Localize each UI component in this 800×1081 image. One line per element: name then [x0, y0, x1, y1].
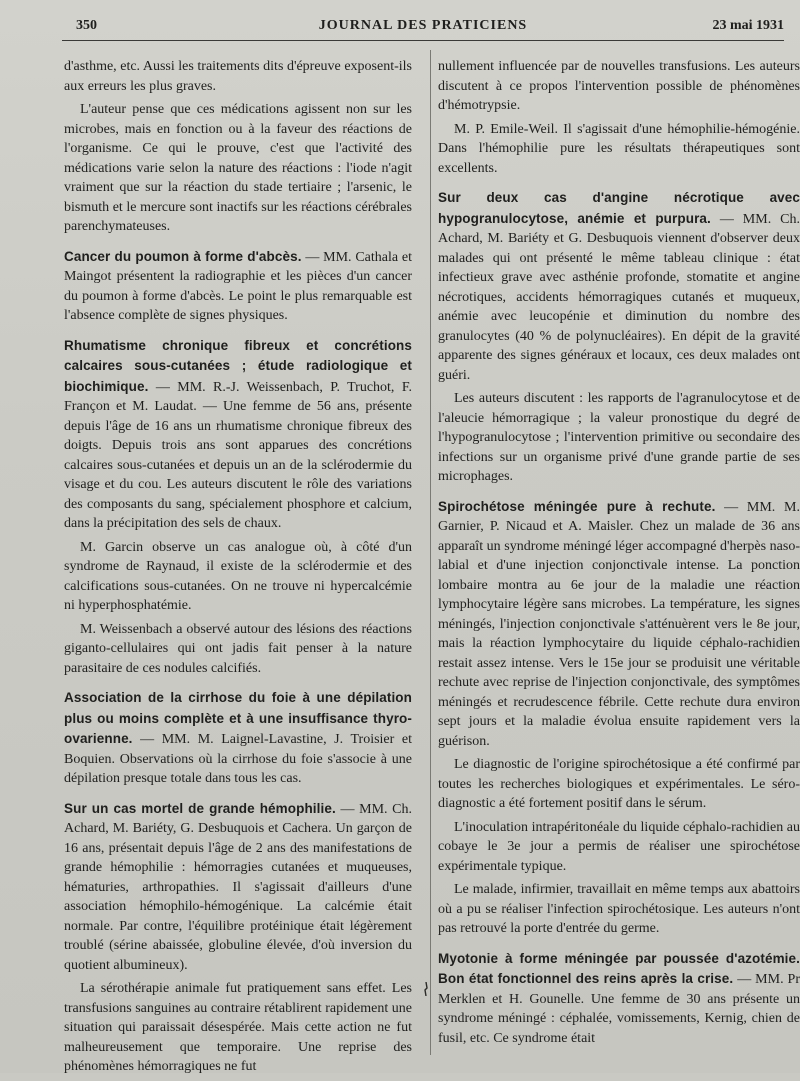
section-title: Myotonie à forme méningée par poussée d'azotémie. Bon état fonctionnel des reins après la crise.: [438, 950, 800, 986]
left-column: [64, 57, 412, 1081]
paragraph: d'asthme, etc. Aussi les traitements dits d'épreuve exposent-ils aux erreurs les plus graves.: [64, 59, 412, 94]
running-head: [62, 18, 784, 41]
section-title: Association de la cirrhose du foie à une dépilation plus ou moins complète et à une insuffisance thyro-ovarienne.: [64, 690, 412, 746]
paragraph: Les auteurs discutent : les rapports de l'agranulocytose et de l'aleucie hémorragique ; la valeur pronostique du degré de l'hypogranulocytose ; l'intervention primitive ou secondaire des infections sur un organisme privé d'une grande partie de ses microphages.: [438, 391, 800, 484]
right-column: [438, 57, 800, 1052]
section-title: Sur deux cas d'angine nécrotique avec hypogranulocytose, anémie et purpura.: [438, 190, 800, 226]
page-number: 350: [76, 18, 97, 33]
paragraph: M. Garcin observe un cas analogue où, à côté d'un syndrome de Raynaud, il existe de la sclérodermie et des calcifications sous-cutanées. On ne trouve ni hypercalcémie ni hyperphosphatémie.: [64, 539, 412, 613]
journal-title: JOURNAL DES PRATICIENS: [318, 18, 528, 33]
section-title: Sur un cas mortel de grande hémophilie.: [64, 800, 336, 816]
section-body: — MM. R.-J. Weissenbach, P. Truchot, F. Françon et M. Laudat. — Une femme de 56 ans, présente depuis l'âge de 16 ans un rhumatisme chronique fibreux des doigts. Depuis trois ans sont apparues des concrétions calcaires sous-cutanées et depuis un an de la sclérodermie du visage et du cou. Les auteurs discutent le rôle des variations des composants du sang, spécialement phosphore et calcium, dans la précipitation des sels de chaux.: [64, 379, 412, 531]
issue-date: 23 mai 1931: [712, 18, 784, 33]
section-title: Spirochétose méningée pure à rechute.: [438, 498, 716, 514]
section-body: — MM. M. Garnier, P. Nicaud et A. Maisler. Chez un malade de 36 ans apparaît un syndrome méningé léger accompagné d'herpès naso-labial et d'une injection conjonctivale intense. La ponction lombaire montra au 6e jour de la maladie une réaction lymphocytaire légère sans microbes. La température, les signes méningés, l'injection conjonctivale s'atténuèrent vers le 8e jour, mais la réaction lymphocytaire du liquide céphalo-rachidien restait assez intense. Vers le 15e jour se produisit une véritable rechute avec reprise de l'injection conjonctivale, des symptômes méningés et recrudescence fébrile. Cette rechute dura environ sept jours et la maladie évolua ensuite rapidement vers la guérison.: [438, 499, 800, 749]
paragraph: M. Weissenbach a observé autour des lésions des réactions giganto-cellulaires qui ont jadis fait penser à la nature parasitaire de ces nodules calcifiés.: [64, 621, 412, 676]
paragraph: La sérothérapie animale fut pratiquement sans effet. Les transfusions sanguines au contraire rétablirent rapidement une situation qui paraissait désespérée. Mais cette action ne fut malheureusement que temporaire. Une reprise des phénomènes hémorragiques ne fut: [64, 981, 412, 1074]
paragraph: M. P. Emile-Weil. Il s'agissait d'une hémophilie-hémogénie. Dans l'hémophilie pure les résultats thérapeutiques sont excellents.: [438, 121, 800, 176]
margin-mark-icon: [423, 982, 429, 996]
section-body: — MM. Cathala et Maingot présentent la radiographie et les pièces d'un cancer du poumon à forme d'abcès. Le point le plus remarquable est l'absence complète de signes physiques.: [64, 249, 412, 323]
section-body: — MM. Ch. Achard, M. Bariéty, G. Desbuquois et Cachera. Un garçon de 16 ans, présentait depuis l'âge de 2 ans des manifestations de grande hémophilie : hémorragies cutanées et muqueuses, hématuries, arthropathies. Il s'agissait d'ailleurs d'une association hémophilo-hémogénique. La calcémie était normale. Par contre, l'équilibre protéinique était légèrement troublé (sérine abaissée, globuline élevée, d'où inversion du quotient albumineux).: [64, 801, 412, 973]
section-body: — MM. Pr Merklen et H. Gounelle. Une femme de 30 ans présente un syndrome méningé : céphalée, vomissements, Kernig, chien de fusil, etc. Ce syndrome était: [438, 972, 800, 1046]
paragraph: nullement influencée par de nouvelles transfusions. Les auteurs discutent à ce propos l'intervention possible de phénomènes d'hémotrypsie.: [438, 59, 800, 113]
column-rule: [430, 50, 431, 1055]
paragraph: Le malade, infirmier, travaillait en même temps aux abattoirs où a pu se réaliser l'infection spirochétosique. Les auteurs n'ont pas retrouvé la porte d'entrée du germe.: [438, 882, 800, 936]
section-title: Cancer du poumon à forme d'abcès.: [64, 248, 302, 264]
paragraph: L'inoculation intrapéritonéale du liquide céphalo-rachidien au cobaye le 3e jour a permis de réaliser une spirochétose expérimentale typique.: [438, 819, 800, 874]
section-body: — MM. Ch. Achard, M. Bariéty et G. Desbuquois viennent d'observer deux malades qui ont présenté le même tableau clinique : état infectieux grave avec asthénie profonde, stomatite et angine nécrotiques, accidents hémorragiques cutanés et muqueux, anémie avec leucopénie et diminution du nombre des granulocytes (40 % de polynucléaires). En dépit de la gravité apparente des signes généraux et locaux, ces deux malades ont guéri.: [438, 211, 800, 383]
section-body: — MM. M. Laignel-Lavastine, J. Troisier et Boquien. Observations où la cirrhose du foie s'associe à une dépilation presque totale dans tous les cas.: [64, 732, 412, 786]
paragraph: L'auteur pense que ces médications agissent non sur les microbes, mais en fonction ou à la faveur des réactions de l'organisme. Ce qui le prouve, c'est que l'activité des médications varie selon la nature des réactions : l'iode n'agit vraiment que sur la réaction du stade tertiaire ; l'arsenic, le bismuth et le mercure sont inactifs sur les réactions cérébrales parenchymateuses.: [64, 102, 412, 234]
section-title: Rhumatisme chronique fibreux et concrétions calcaires sous-cutanées ; étude radiologique et biochimique.: [64, 337, 412, 394]
paragraph: Le diagnostic de l'origine spirochétosique a été confirmé par toutes les recherches biologiques et expérimentales. Le séro-diagnostic a été fortement positif dans le sérum.: [438, 757, 800, 811]
